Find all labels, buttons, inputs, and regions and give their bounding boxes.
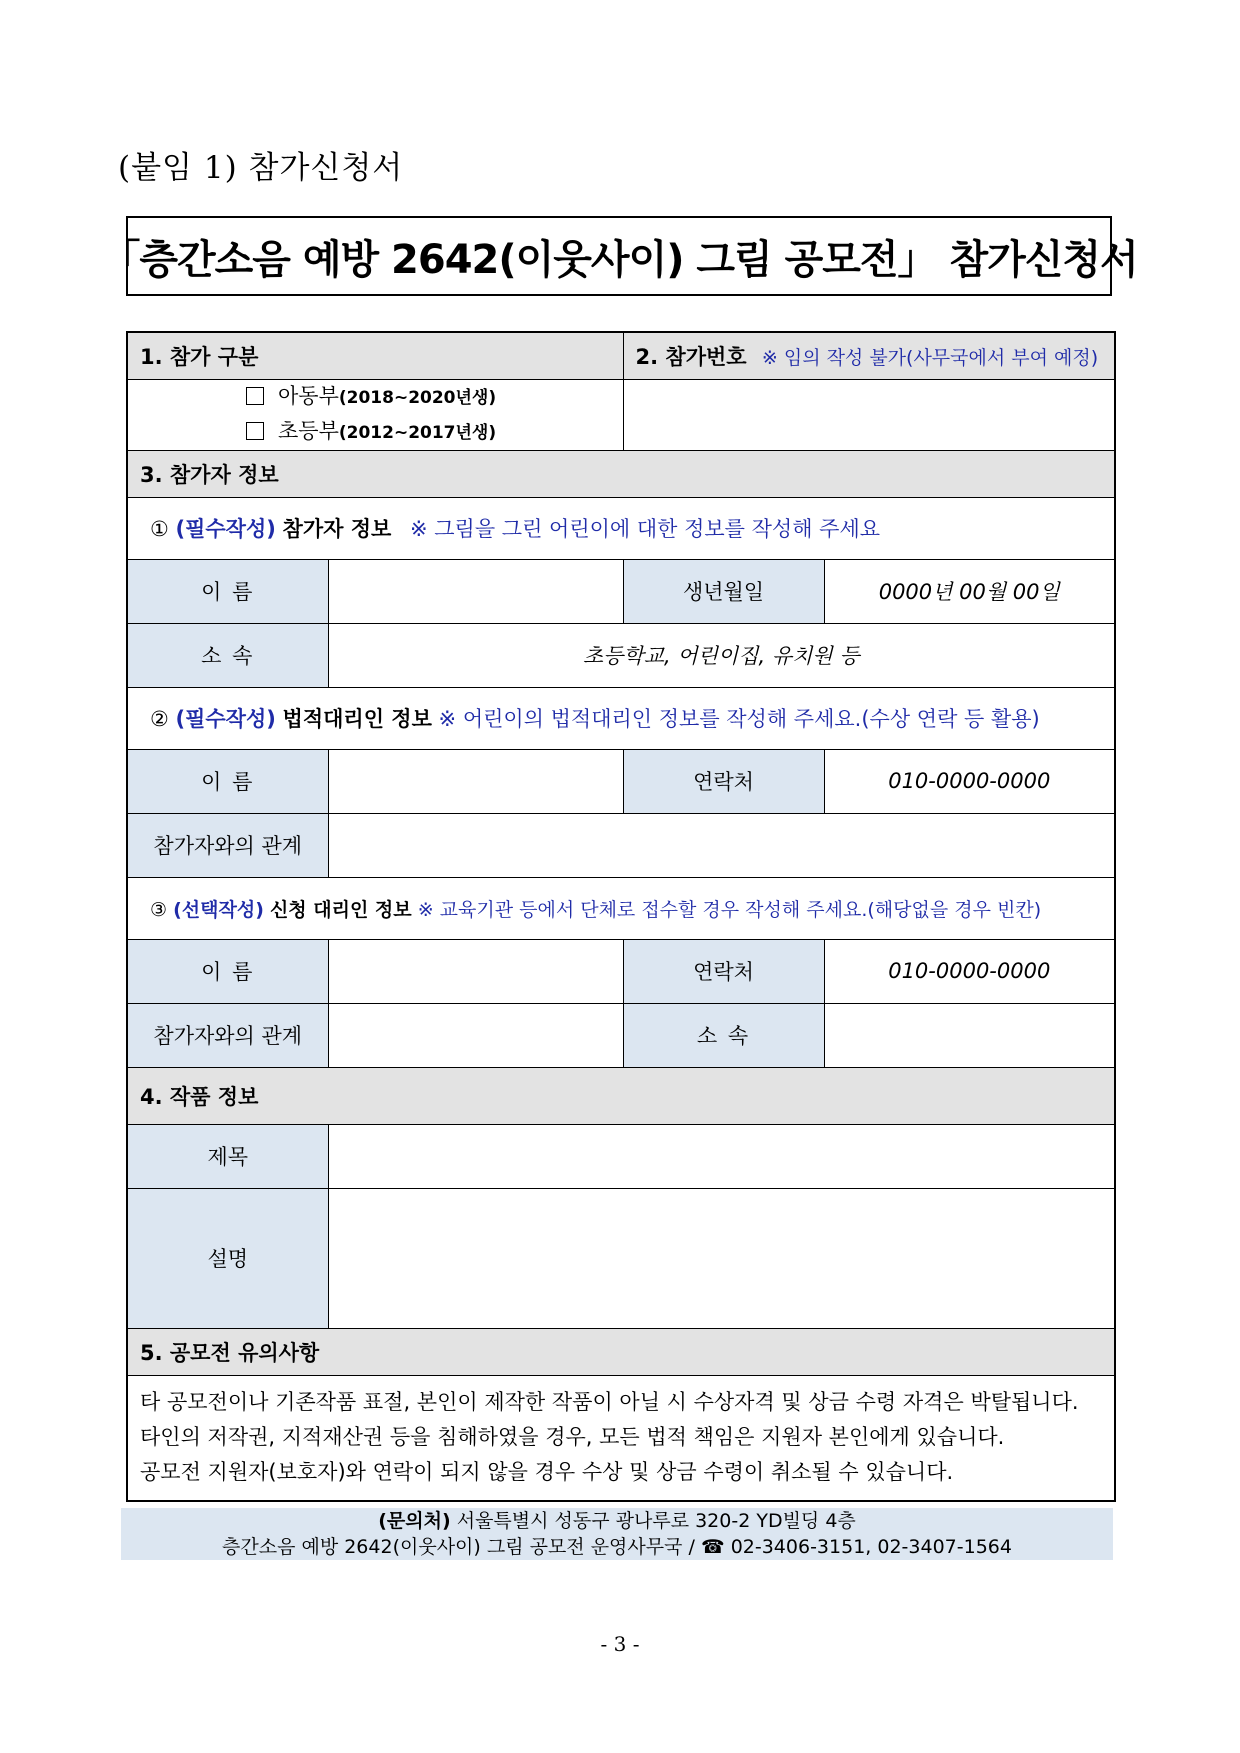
checkbox-icon[interactable] <box>246 422 264 440</box>
agent-affiliation-label: 소 속 <box>623 1003 824 1067</box>
section1-title: 1. 참가 구분 <box>127 332 623 379</box>
section2-header <box>623 332 1115 379</box>
notice-item: 타 공모전이나 기존작품 표절, 본인이 제작한 작품이 아닐 시 수상자격 및 상금 수령 자격은 박탈됩니다. <box>140 1390 1079 1415</box>
agent-phone-label: 연락처 <box>623 939 824 1003</box>
guardian-relation-label: 참가자와의 관계 <box>127 813 328 877</box>
work-title-field[interactable] <box>328 1124 1115 1188</box>
notices <box>127 1375 1115 1501</box>
section5-title: 5. 공모전 유의사항 <box>127 1328 1115 1375</box>
section3-title: 3. 참가자 정보 <box>127 450 1115 497</box>
participant-affiliation-label: 소 속 <box>127 623 328 687</box>
option-kindergarten[interactable]: 아동부(2018~2020년생) <box>246 380 611 415</box>
work-description-label: 설명 <box>127 1188 328 1328</box>
sub3-header: ③ (선택작성) 신청 대리인 정보 ※ 교육기관 등에서 단체로 접수할 경우 작성해 주세요.(해당없을 경우 빈칸) <box>127 877 1115 939</box>
agent-relation-label: 참가자와의 관계 <box>127 1003 328 1067</box>
participant-name-field[interactable] <box>328 559 623 623</box>
entry-number-field[interactable] <box>623 379 1115 450</box>
contact-line-1: (문의처) 서울특별시 성동구 광나루로 320-2 YD빌딩 4층 <box>378 1510 856 1532</box>
contact-line-2: 층간소음 예방 2642(이웃사이) 그림 공모전 운영사무국 / ☎ 02-3406-3151, 02-3407-1564 <box>222 1536 1012 1558</box>
notice-item: 공모전 지원자(보호자)와 연락이 되지 않을 경우 수상 및 상금 수령이 취소될 수 있습니다. <box>140 1460 954 1485</box>
agent-name-field[interactable] <box>328 939 623 1003</box>
agent-affiliation-field[interactable] <box>824 1003 1115 1067</box>
category-options <box>127 379 623 450</box>
attachment-heading: (붙임 1) 참가신청서 <box>118 150 404 186</box>
checkbox-icon[interactable] <box>246 387 264 405</box>
section4-title: 4. 작품 정보 <box>127 1067 1115 1124</box>
participant-name-label: 이 름 <box>127 559 328 623</box>
sub1-header: ① (필수작성) 참가자 정보 ※ 그림을 그린 어린이에 대한 정보를 작성해 주세요 <box>127 497 1115 559</box>
work-description-field[interactable] <box>328 1188 1115 1328</box>
section2-title: 2. 참가번호 <box>635 344 747 369</box>
agent-relation-field[interactable] <box>328 1003 623 1067</box>
phone-icon: ☎ <box>700 1536 725 1558</box>
guardian-relation-field[interactable] <box>328 813 1115 877</box>
section2-note: ※ 임의 작성 불가(사무국에서 부여 예정) <box>761 346 1099 369</box>
page-number: - 3 - <box>600 1632 640 1656</box>
application-form <box>126 331 1116 1502</box>
guardian-name-label: 이 름 <box>127 749 328 813</box>
notice-item: 타인의 저작권, 지적재산권 등을 침해하였을 경우, 모든 법적 책임은 지원자 본인에게 있습니다. <box>140 1425 1005 1450</box>
option-elementary[interactable]: 초등부(2012~2017년생) <box>246 415 611 450</box>
guardian-phone-label: 연락처 <box>623 749 824 813</box>
guardian-phone-field[interactable]: 010-0000-0000 <box>824 749 1115 813</box>
form-title: 「층간소음 예방 2642(이웃사이) 그림 공모전」 참가신청서 <box>126 216 1112 296</box>
agent-name-label: 이 름 <box>127 939 328 1003</box>
sub2-header: ② (필수작성) 법적대리인 정보 ※ 어린이의 법적대리인 정보를 작성해 주세요.(수상 연락 등 활용) <box>127 687 1115 749</box>
contact-info <box>121 1508 1113 1560</box>
birthdate-field[interactable]: 0000년 00월 00일 <box>824 559 1115 623</box>
guardian-name-field[interactable] <box>328 749 623 813</box>
participant-affiliation-field[interactable]: 초등학교, 어린이집, 유치원 등 <box>328 623 1115 687</box>
agent-phone-field[interactable]: 010-0000-0000 <box>824 939 1115 1003</box>
birthdate-label: 생년월일 <box>623 559 824 623</box>
work-title-label: 제목 <box>127 1124 328 1188</box>
